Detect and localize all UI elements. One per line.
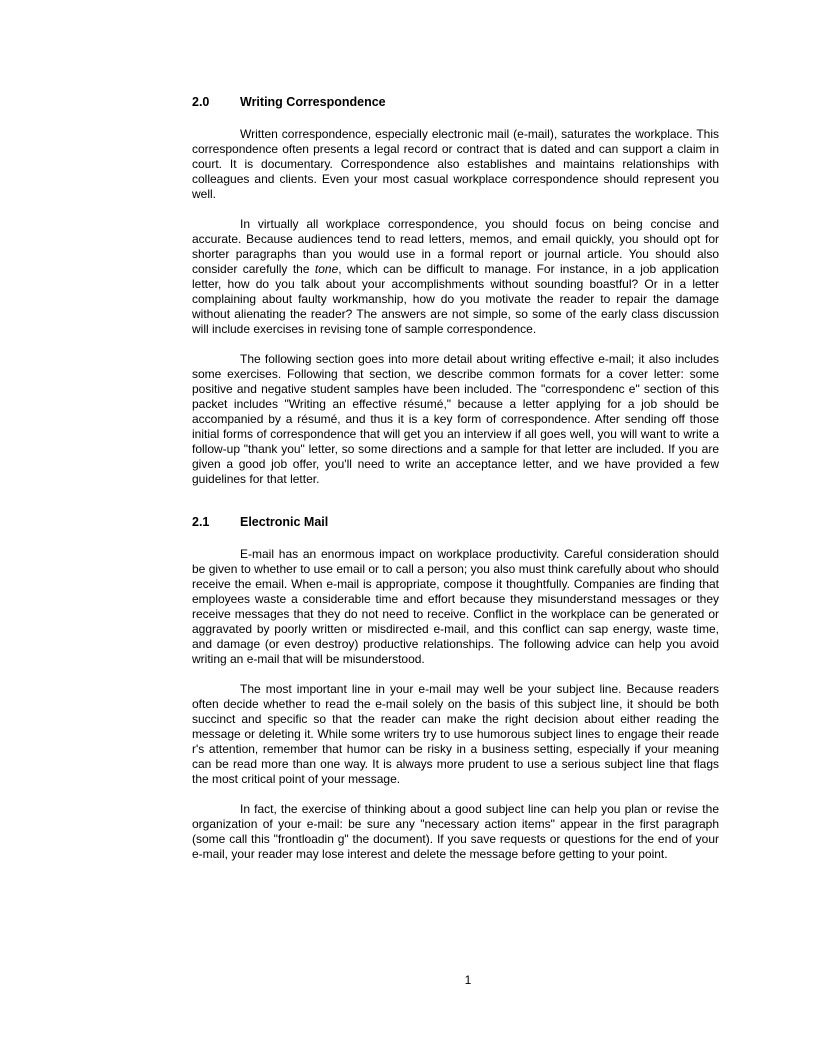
emphasized-word: tone — [314, 262, 339, 276]
section-number: 2.0 — [192, 95, 210, 109]
section-heading — [192, 514, 719, 531]
paragraph: In fact, the exercise of thinking about a good subject line can help you plan or revise the organization of your e-mail: be sure any "necessary action items" appear in the first paragraph (some call this "frontloadin g" the document). If you save requests or questions for the end of your e-mail, your reader may lose interest and delete the message before getting to your point. — [192, 802, 719, 861]
section-number: 2.1 — [192, 515, 210, 529]
paragraph-tone: In virtually all workplace correspondence, you should focus on being concise and accurate. Because audiences tend to read letters, memos, and email quickly, you should opt for shorter paragraphs than you would use in a formal report or journal article. You should also consider carefully the tone, which can be difficult to manage. For instance, in a job application letter, how do you talk about your accomplishments without sounding boastful? Or in a letter complaining about faulty workmanship, how do you motivate the reader to repair the damage without alienating the reader? The answers are not simple, so some of the early class discussion will include exercises in revising tone of sample correspondence. — [192, 217, 719, 336]
paragraph: The most important line in your e-mail may well be your subject line. Because readers often decide whether to read the e-mail solely on the basis of this subject line, it should be both succinct and specific so that the reader can make the right decision about either reading the message or deleting it. While some writers try to use humorous subject lines to engage their reade r's attention, remember that humor can be risky in a business setting, especially if your meaning can be read more than one way. It is always more prudent to use a serious subject line that flags the most critical point of your message. — [192, 682, 719, 786]
document-body — [192, 94, 719, 862]
paragraph: E-mail has an enormous impact on workplace productivity. Careful consideration should be given to whether to use email or to call a person; you also must think carefully about who should receive the email. When e-mail is appropriate, compose it thoughtfully. Companies are finding that employees waste a considerable time and effort because they misunderstand messages or they receive messages that they do not need to receive. Conflict in the workplace can be generated or aggravated by poorly written or misdirected e-mail, and this conflict can sap energy, waste time, and damage (or even destroy) productive relationships. The following advice can help you avoid writing an e-mail that will be misunderstood. — [192, 547, 719, 666]
page-number: 1 — [464, 973, 472, 987]
section-title: Electronic Mail — [240, 515, 329, 529]
section-title: Writing Correspondence — [240, 95, 386, 109]
paragraph: Written correspondence, especially electronic mail (e-mail), saturates the workplace. This correspondence often presents a legal record or contract that is dated and can support a claim in court. It is documentary. Correspondence also establishes and maintains relationships with colleagues and clients. Even your most casual workplace correspondence should represent you well. — [192, 127, 719, 201]
section-heading — [192, 94, 719, 111]
paragraph: The following section goes into more detail about writing effective e-mail; it also includes some exercises. Following that section, we describe common formats for a cover letter: some positive and negative student samples have been included. The "correspondenc e" section of this packet includes "Writing an effective résumé," because a letter applying for a job should be accompanied by a résumé, and thus it is a key form of correspondence. After sending off those initial forms of correspondence that will get you an interview if all goes well, you will want to write a follow-up "thank you" letter, so some directions and a sample for that letter are included. If you are given a good job offer, you'll need to write an acceptance letter, and we have provided a few guidelines for that letter. — [192, 352, 719, 486]
page-footer — [0, 973, 816, 988]
